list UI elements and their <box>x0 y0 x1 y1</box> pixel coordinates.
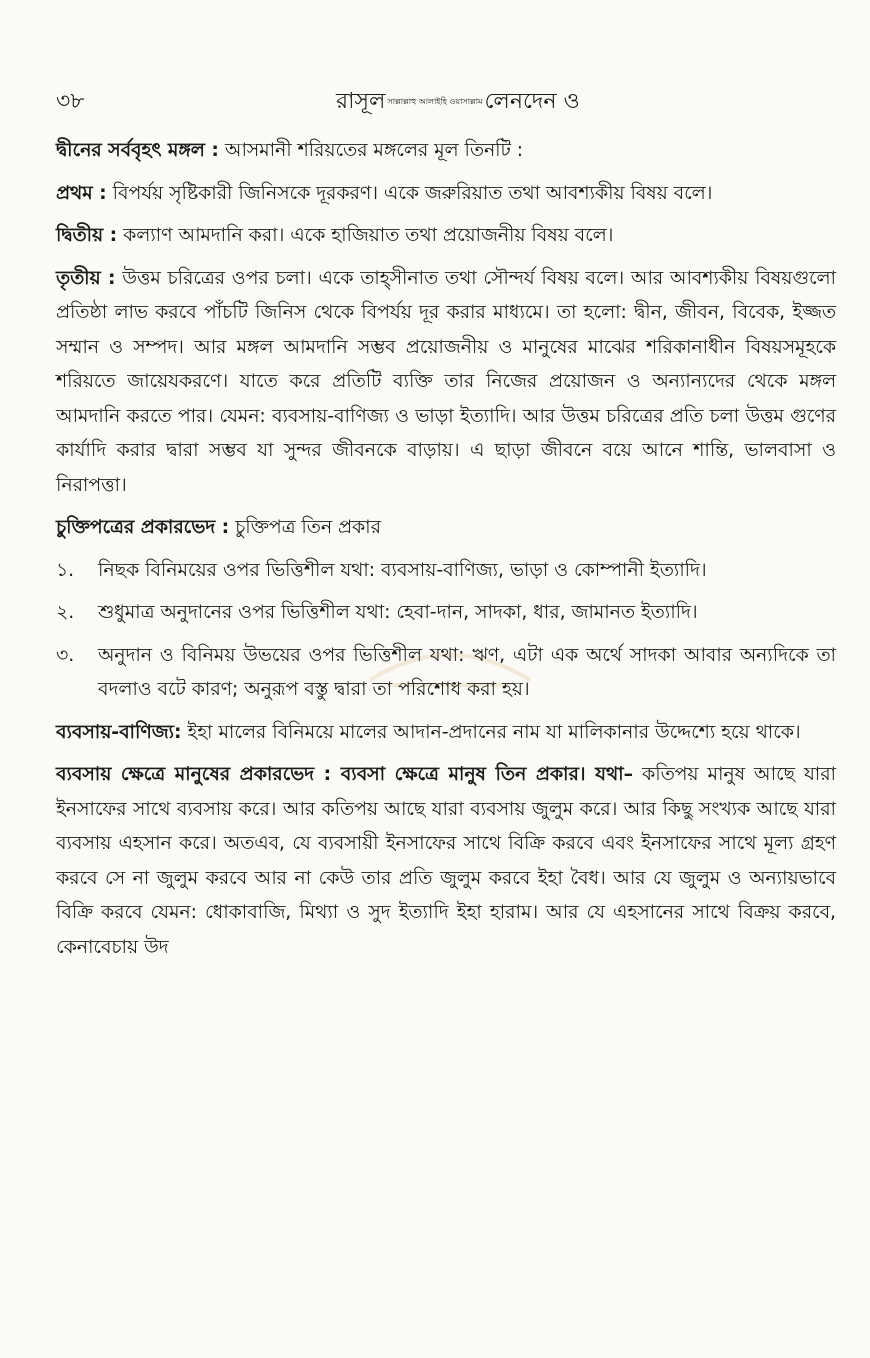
heading-term: দ্বীনের সর্ববৃহৎ মঙ্গল : <box>56 140 219 161</box>
heading-term: ব্যবসায় ক্ষেত্রে মানুষের প্রকারভেদ : ব্যবসা ক্ষেত্রে মানুষ তিন প্রকার। যথা– <box>56 764 633 785</box>
paragraph-text: বিপর্যয় সৃষ্টিকারী জিনিসকে দূরকরণ। একে জরুরিয়াত তথা আবশ্যকীয় বিষয় বলে। <box>106 182 713 204</box>
running-head-right: লেনদেন ও <box>484 89 580 114</box>
list-number: ১. <box>56 559 75 581</box>
heading-term: চুক্তিপত্রের প্রকারভেদ : <box>56 517 230 538</box>
list-number: ২. <box>56 602 75 623</box>
page-body <box>56 134 836 973</box>
paragraph <box>56 219 836 254</box>
list-text: অনুদান ও বিনিময় উভয়ের ওপর ভিত্তিশীল যথা: ঋণ, এটা এক অর্থে সাদকা আবার অন্যদিকে তা বদলাও বটে কারণ; অনুরূপ বস্তু দ্বারা তা পরিশোধ করা হয়। <box>98 644 836 700</box>
running-head-left: রাসূল <box>336 89 386 114</box>
list-item <box>56 639 836 708</box>
heading-term: ব্যবসায়-বাণিজ্য: <box>56 721 182 743</box>
list-text: নিছক বিনিময়ের ওপর ভিত্তিশীল যথা: ব্যবসায়-বাণিজ্য, ভাড়া ও কোম্পানী ইত্যাদি। <box>98 559 707 581</box>
paragraph <box>56 177 836 212</box>
paragraph <box>56 262 836 504</box>
list-item <box>56 554 836 589</box>
page-header <box>56 84 808 124</box>
paragraph <box>56 511 836 546</box>
list-text: শুধুমাত্র অনুদানের ওপর ভিত্তিশীল যথা: হেবা-দান, সাদকা, ধার, জামানত ইত্যাদি। <box>98 602 698 623</box>
paragraph-text: আসমানী শরিয়তের মঙ্গলের মূল তিনটি : <box>218 140 524 161</box>
running-head <box>336 84 580 121</box>
paragraph-text: উত্তম চরিত্রের ওপর চলা। একে তাহ্‌সীনাত তথা সৌন্দর্য বিষয় বলে। আর আবশ্যকীয় বিষয়গুলো প্রতিষ্ঠা লাভ করবে পাঁচটি জিনিস থেকে বিপর্যয় দূর করার মাধ্যমে। তা হলো: দ্বীন, জীবন, বিবেক, ইজ্জত সম্মান ও সম্পদ। আর মঙ্গল আমদানি সম্ভব প্রয়োজনীয় ও মানুষের মাঝের শরিকানাধীন বিষয়সমূহকে শরিয়তে জায়েযকরণে। যাতে করে প্রতিটি ব্যক্তি তার নিজের প্রয়োজন ও অন্যান্যদের থেকে মঙ্গল আমদানি করতে পার। যেমন: ব্যবসায়-বাণিজ্য ও ভাড়া ইত্যাদি। আর উত্তম চরিত্রের প্রতি চলা উত্তম গুণের কার্যাদি করার দ্বারা সম্ভব যা সুন্দর জীবনকে বাড়ায়। এ ছাড়া জীবনে বয়ে আনে শান্তি, ভালবাসা ও নিরাপত্তা। <box>56 267 836 496</box>
paragraph-text: কতিপয় মানুষ আছে যারা ইনসাফের সাথে ব্যবসায় করে। আর কতিপয় আছে যারা ব্যবসায় জুলুম করে। আর কিছু সংখ্যক আছে যারা ব্যবসায় এহসান করে। অতএব, যে ব্যবসায়ী ইনসাফের সাথে বিক্রি করবে এবং ইনসাফের সাথে মূল্য গ্রহণ করবে সে না জুলুম করবে আর না কেউ তার প্রতি জুলুম করবে ইহা বৈধ। আর যে জুলুম ও অন্যায়ভাবে বিক্রি করবে যেমন: ধোকাবাজি, মিথ্যা ও সুদ ইত্যাদি ইহা হারাম। আর যে এহসানের সাথে বিক্রয় করবে, কেনাবেচায় উদ <box>56 764 836 958</box>
paragraph-text: চুক্তিপত্র তিন প্রকার <box>229 517 381 538</box>
honorific-calligraphy: সাল্লাল্লাহু আলাইহি ওয়াসাল্লাম <box>387 96 483 106</box>
paragraph-text: কল্যাণ আমদানি করা। একে হাজিয়াত তথা প্রয়োজনীয় বিষয় বলে। <box>117 225 614 246</box>
paragraph <box>56 716 836 751</box>
list-number: ৩. <box>56 644 75 666</box>
heading-term: তৃতীয় : <box>56 267 116 289</box>
paragraph-text: ইহা মালের বিনিময়ে মালের আদান-প্রদানের নাম যা মালিকানার উদ্দেশ্যে হয়ে থাকে। <box>181 721 801 743</box>
paragraph <box>56 134 836 169</box>
page-number: ৩৮ <box>56 89 85 114</box>
list-item <box>56 596 836 631</box>
heading-term: প্রথম : <box>56 182 107 204</box>
paragraph <box>56 758 836 965</box>
heading-term: দ্বিতীয় : <box>56 225 118 246</box>
